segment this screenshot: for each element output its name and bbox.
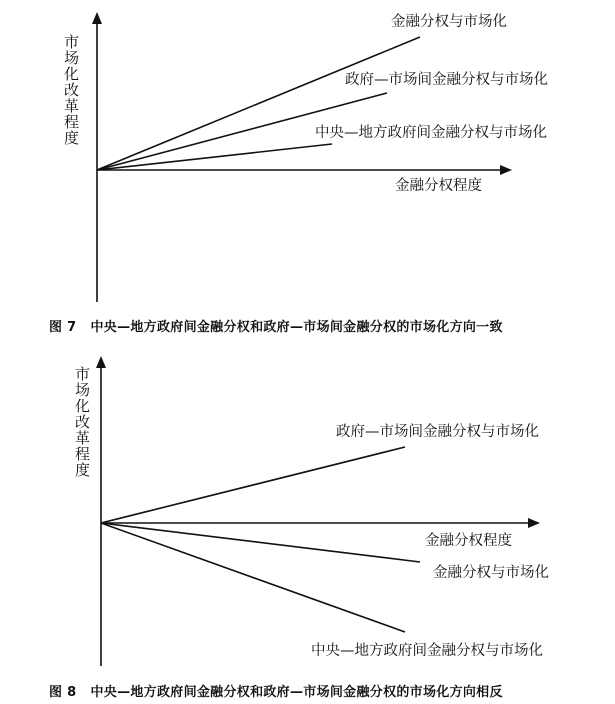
line-central-local (97, 144, 332, 170)
x-axis-label: 金融分权程度 (425, 533, 512, 549)
figure-caption (49, 681, 503, 700)
line-label: 金融分权与市场化 (433, 565, 549, 581)
figure-8 (0, 350, 615, 704)
caption-text: 中央—地方政府间金融分权和政府—市场间金融分权的市场化方向相反 (90, 685, 503, 700)
line-label: 政府—市场间金融分权与市场化 (345, 72, 548, 88)
caption-text: 中央—地方政府间金融分权和政府—市场间金融分权的市场化方向一致 (90, 320, 503, 335)
line-financial-decentralization (97, 37, 420, 170)
x-axis-label: 金融分权程度 (395, 178, 482, 194)
y-axis-label: 市场化改革程度 (62, 34, 80, 146)
line-financial-decentralization (101, 523, 420, 562)
figure-number: 图 8 (49, 685, 77, 700)
figure-number: 图 7 (49, 320, 77, 335)
line-label: 金融分权与市场化 (391, 14, 507, 30)
figure-7-diagram (0, 0, 615, 316)
figure-8-diagram (0, 350, 615, 680)
line-government-market (101, 447, 405, 523)
line-label: 中央—地方政府间金融分权与市场化 (315, 125, 547, 141)
figure-caption (49, 316, 503, 335)
line-label: 政府—市场间金融分权与市场化 (336, 424, 539, 440)
y-axis-label: 市场化改革程度 (73, 366, 91, 478)
line-label: 中央—地方政府间金融分权与市场化 (311, 643, 543, 659)
line-central-local (101, 523, 405, 632)
figure-7 (0, 0, 615, 350)
